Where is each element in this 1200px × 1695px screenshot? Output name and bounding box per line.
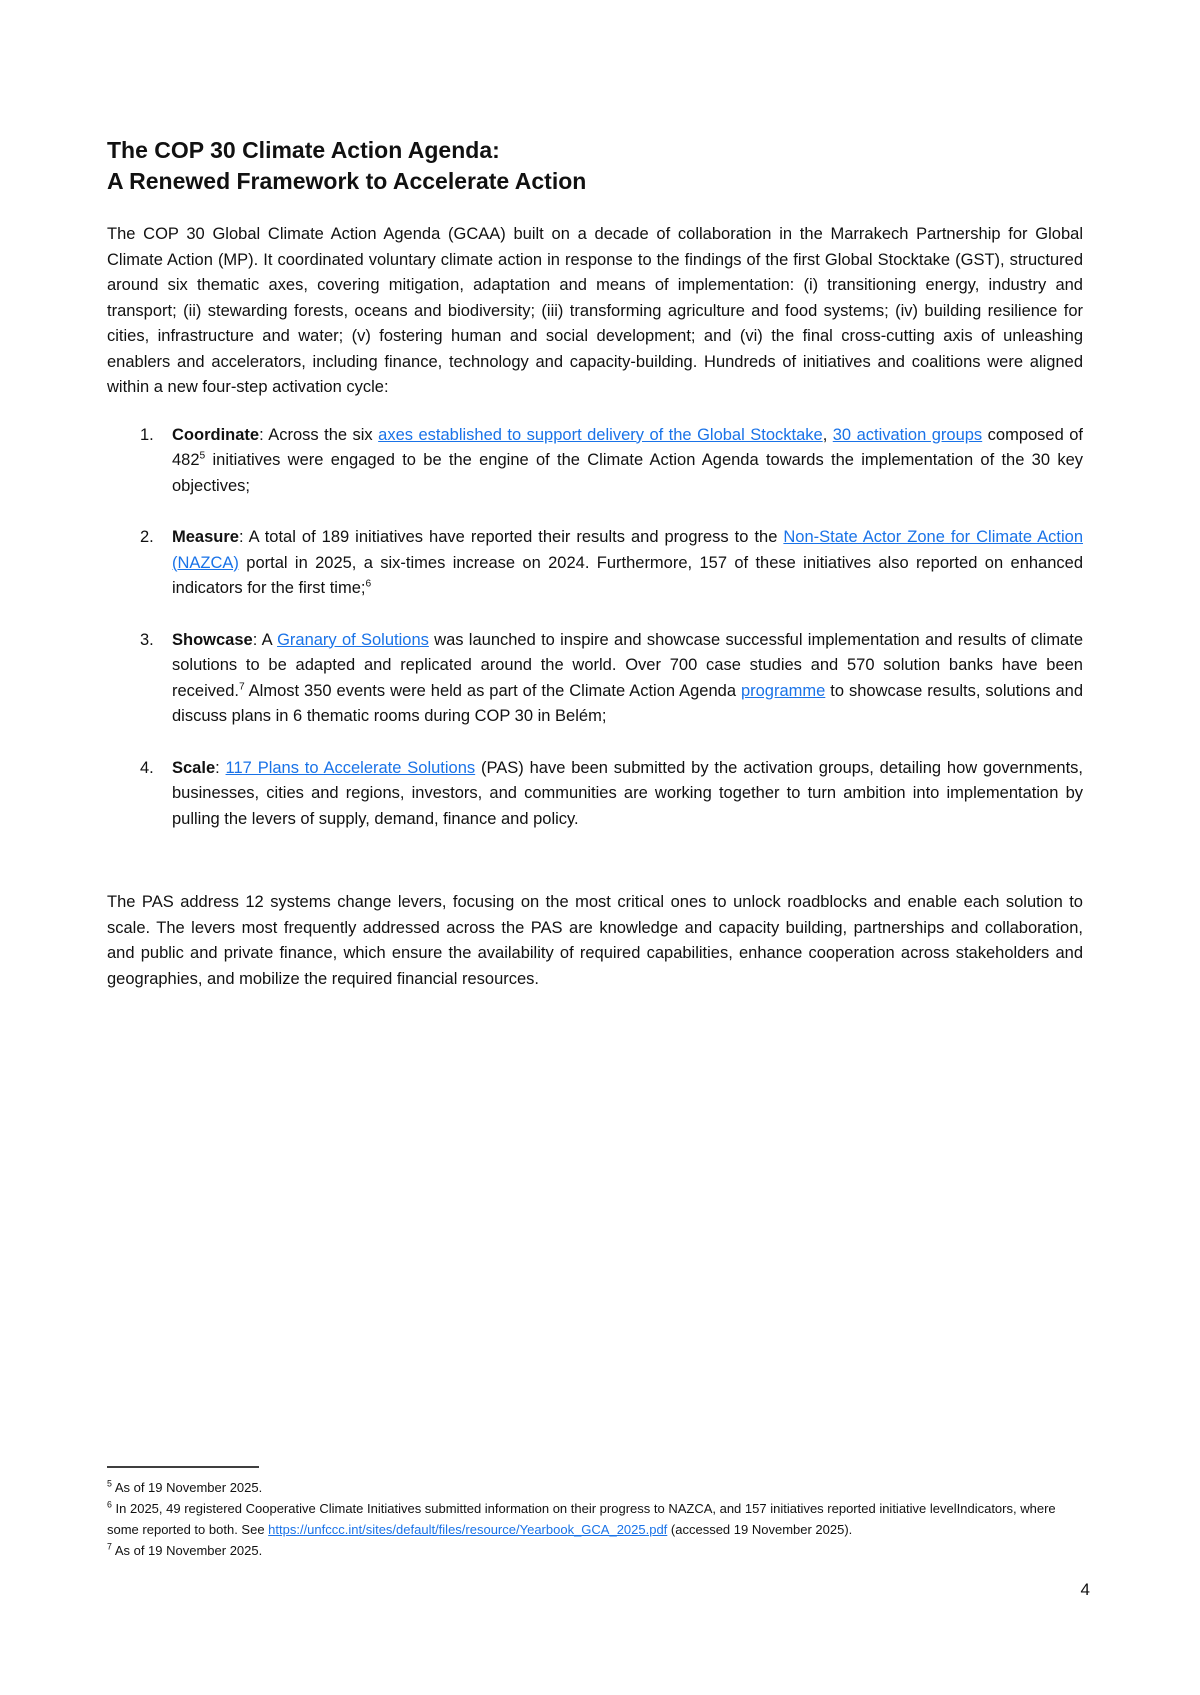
activation-cycle-list xyxy=(107,423,1083,833)
page-content xyxy=(107,0,1083,992)
link-axes-global-stocktake[interactable]: axes established to support delivery of the Global Stocktake xyxy=(378,425,823,444)
title-line-1: The COP 30 Climate Action Agenda: xyxy=(107,137,500,163)
list-item-coordinate xyxy=(107,423,1083,500)
footnote-text: (accessed 19 November 2025). xyxy=(667,1522,853,1537)
list-item-number: 2. xyxy=(140,528,154,546)
footnote-marker-6: 6 xyxy=(107,1499,112,1510)
showcase-label: Showcase xyxy=(172,630,253,649)
text-segment: , xyxy=(822,425,833,444)
footnote-text: As of 19 November 2025. xyxy=(111,1480,263,1495)
footnote-6 xyxy=(107,1498,1083,1540)
footnote-marker-7: 7 xyxy=(107,1541,112,1552)
list-item-number: 3. xyxy=(140,630,154,649)
text-segment: to showcase results, solutions and discuss plans in 6 thematic rooms during COP 30 in Belém; xyxy=(172,681,1083,725)
text-segment: composed of 482 xyxy=(172,425,1084,469)
link-yearbook-gca-2025-pdf[interactable]: https://unfccc.int/sites/default/files/resource/Yearbook_GCA_2025.pdf xyxy=(268,1522,668,1537)
text-segment: was launched to inspire and showcase successful implementation and results of climate solutions to be adapted and replicated around the world. Over 700 case studies and 570 solution banks have been received. xyxy=(172,630,1083,700)
link-programme[interactable]: programme xyxy=(740,681,826,700)
text-segment: : A xyxy=(252,630,278,649)
footnote-text: In 2025, 49 registered Cooperative Climate Initiatives submitted information on their progress to NAZCA, and 157 initiatives reported initiative levelIndicators, where some reported to both. See xyxy=(107,1501,1056,1537)
list-item-scale xyxy=(107,756,1083,833)
page-number: 4 xyxy=(1080,1580,1090,1599)
text-segment: Almost 350 events were held as part of the Climate Action Agenda xyxy=(244,681,741,700)
footnote-5 xyxy=(107,1477,1083,1498)
document-title xyxy=(107,135,1083,197)
list-item-text xyxy=(172,525,1083,602)
text-segment: : xyxy=(215,758,226,777)
footnote-divider xyxy=(107,1466,259,1468)
text-segment: portal in 2025, a six-times increase on 2024. Furthermore, 157 of these initiatives also reported on enhanced indicators for the first time; xyxy=(172,553,1083,597)
list-item-showcase xyxy=(107,628,1083,730)
list-item-number: 1. xyxy=(140,425,154,444)
scale-label: Scale xyxy=(172,758,216,777)
list-item-text xyxy=(172,756,1083,833)
footnote-ref-5: 5 xyxy=(199,450,206,462)
link-30-activation-groups[interactable]: 30 activation groups xyxy=(832,425,983,444)
list-item-number: 4. xyxy=(140,758,154,777)
intro-paragraph: The COP 30 Global Climate Action Agenda (GCAA) built on a decade of collaboration in the Marrakech Partnership for Global Climate Action (MP). It coordinated voluntary climate action in response to the findings of the first Global Stocktake (GST), structured around six thematic axes, covering mitigation, adaptation and means of implementation: (i) transitioning energy, industry and transport; (ii) stewarding forests, oceans and biodiversity; (iii) transforming agriculture and food systems; (iv) building resilience for cities, infrastructure and water; (v) fostering human and social development; and (vi) the final cross-cutting axis of unleashing enablers and accelerators, including finance, technology and capacity-building. Hundreds of initiatives and coalitions were aligned within a new four-step activation cycle: xyxy=(107,225,1083,396)
link-117-plans-accelerate-solutions[interactable]: 117 Plans to Accelerate Solutions xyxy=(225,758,476,777)
title-line-2: A Renewed Framework to Accelerate Action xyxy=(107,168,587,194)
text-segment: : A total of 189 initiatives have reported their results and progress to the xyxy=(238,528,784,546)
link-nazca-portal[interactable]: Non-State Actor Zone for Climate Action (NAZCA) xyxy=(172,528,1083,572)
footnote-ref-6: 6 xyxy=(365,578,372,590)
footnote-7 xyxy=(107,1540,1083,1561)
pas-levers-paragraph: The PAS address 12 systems change levers, focusing on the most critical ones to unlock roadblocks and enable each solution to scale. The levers most frequently addressed across the PAS are knowledge and capacity building, partnerships and collaboration, and public and private finance, which ensure the availability of required capabilities, enhance cooperation across stakeholders and geographies, and mobilize the required financial resources. xyxy=(107,893,1083,988)
footnote-marker-5: 5 xyxy=(107,1478,112,1489)
text-segment: initiatives were engaged to be the engine of the Climate Action Agenda towards the implementation of the 30 key objectives; xyxy=(172,451,1083,495)
measure-label: Measure xyxy=(172,528,239,546)
list-item-measure xyxy=(107,525,1083,602)
list-item-text xyxy=(172,423,1083,500)
footnotes-section xyxy=(107,1466,1083,1561)
link-granary-of-solutions[interactable]: Granary of Solutions xyxy=(277,630,429,649)
footnote-ref-7: 7 xyxy=(238,681,245,692)
footnote-text: As of 19 November 2025. xyxy=(111,1543,263,1558)
text-segment: (PAS) have been submitted by the activation groups, detailing how governments, businesses, cities and regions, investors, and communities are working together to turn ambition into implementation by pulling the levers of supply, demand, finance and policy. xyxy=(172,758,1083,828)
coordinate-label: Coordinate xyxy=(172,425,260,444)
text-segment: : Across the six xyxy=(259,425,379,444)
list-item-text xyxy=(172,628,1083,730)
